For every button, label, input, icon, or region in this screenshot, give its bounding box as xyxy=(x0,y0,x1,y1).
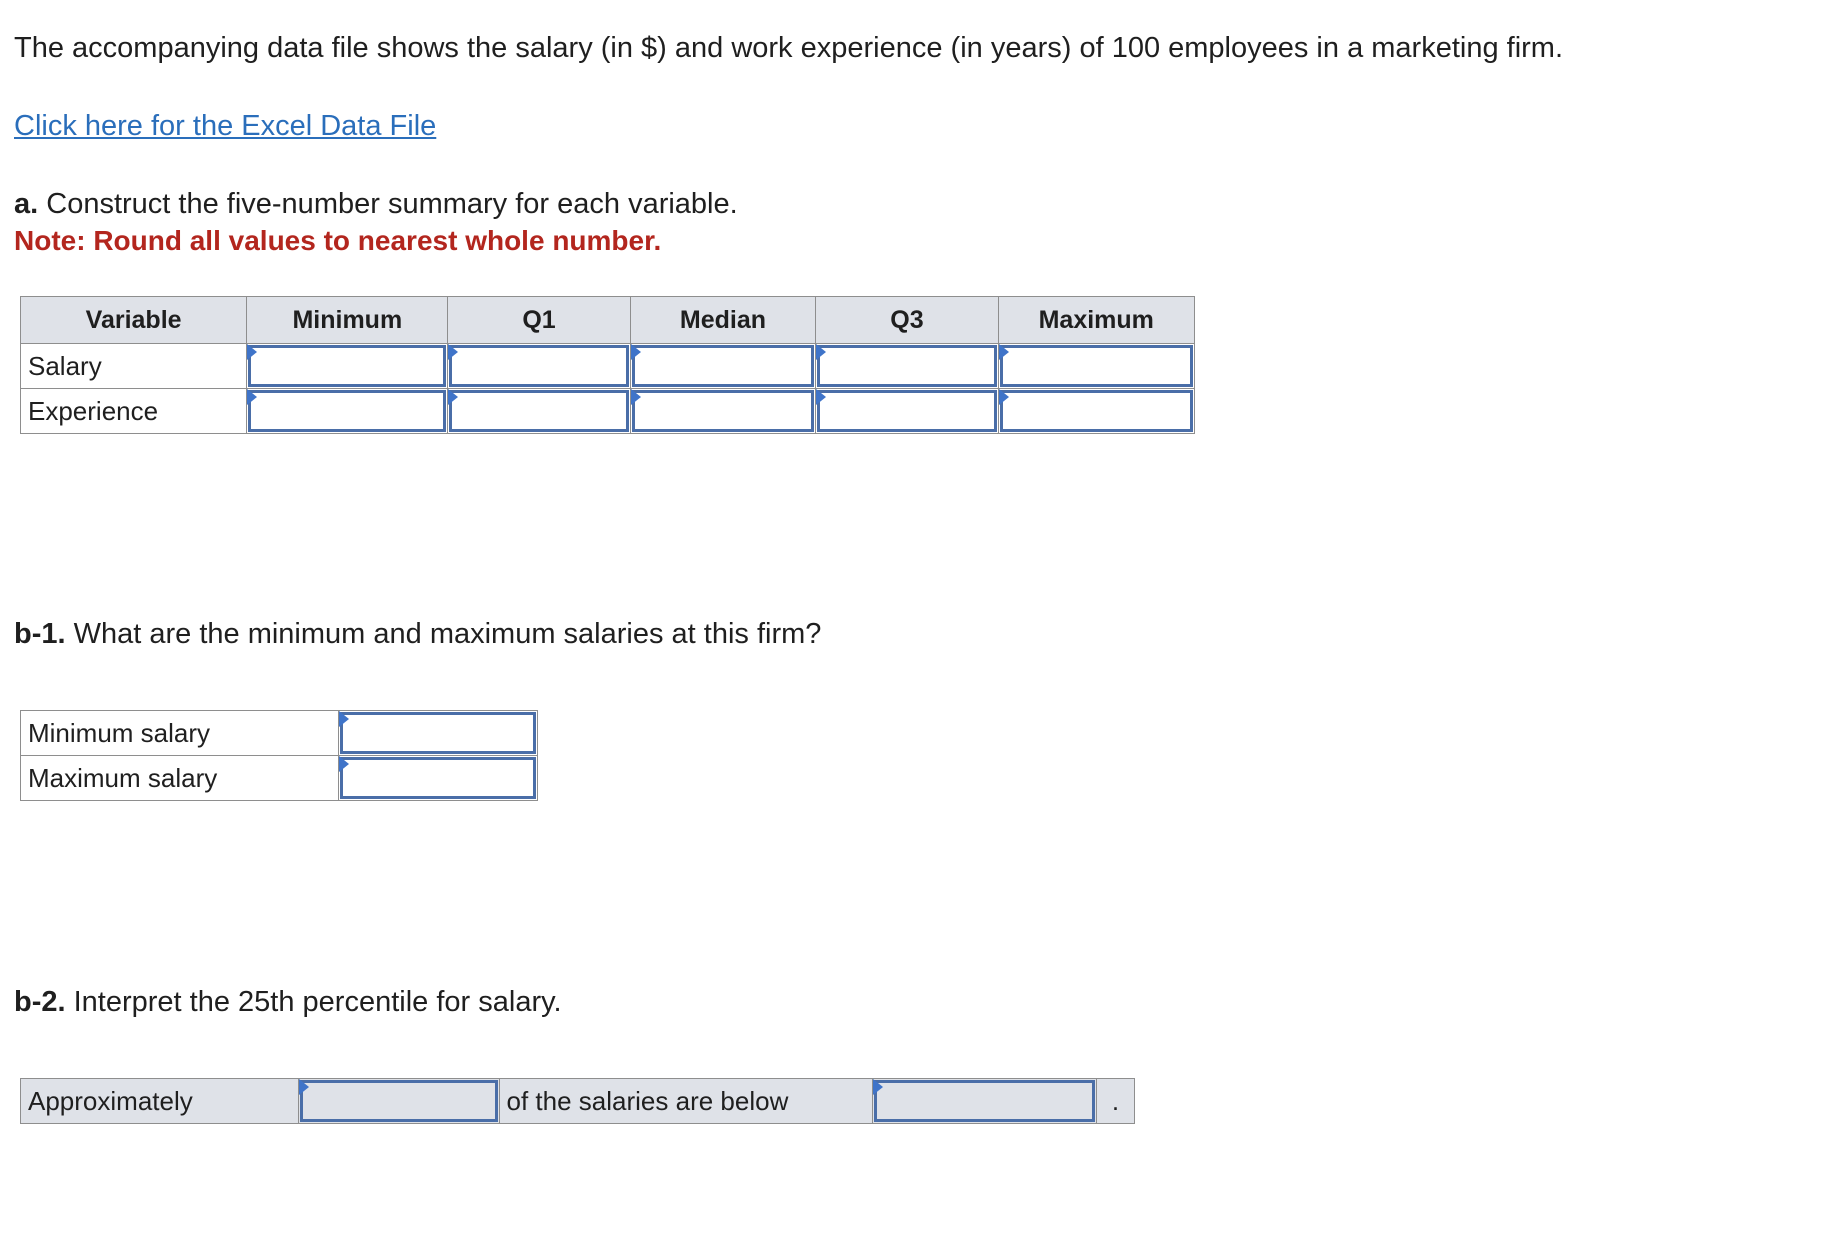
question-a-tag: a. xyxy=(14,188,39,220)
rounding-note: Note: Round all values to nearest whole number. xyxy=(14,225,662,256)
experience-q3-input[interactable] xyxy=(817,390,996,432)
five-number-summary-table xyxy=(20,296,1195,434)
input-marker-icon xyxy=(631,344,641,360)
salary-q3-input[interactable] xyxy=(817,345,996,387)
question-b1-text: What are the minimum and maximum salaries at this firm? xyxy=(65,618,822,650)
question-b2 xyxy=(14,986,562,1019)
percentile-interpretation-row xyxy=(20,1078,1135,1124)
question-a xyxy=(14,188,738,221)
question-b1-tag: b-1. xyxy=(14,618,66,650)
input-marker-icon xyxy=(299,1079,309,1095)
experience-q1-input[interactable] xyxy=(449,390,628,432)
input-marker-icon xyxy=(339,711,349,727)
row-label-maximum-salary: Maximum salary xyxy=(21,756,339,801)
table-row xyxy=(21,756,538,801)
experience-median-input[interactable] xyxy=(632,390,815,432)
column-header: Maximum xyxy=(998,297,1194,344)
experience-minimum-input[interactable] xyxy=(248,390,446,432)
salary-median-input[interactable] xyxy=(632,345,815,387)
table-header-row xyxy=(21,297,1195,344)
input-marker-icon xyxy=(999,344,1009,360)
table-row xyxy=(21,344,1195,389)
row-label-minimum-salary: Minimum salary xyxy=(21,711,339,756)
table-row xyxy=(21,711,538,756)
question-b2-tag: b-2. xyxy=(14,986,66,1018)
input-marker-icon xyxy=(247,389,257,405)
sentence-period: . xyxy=(1097,1079,1135,1124)
approximately-label: Approximately xyxy=(21,1079,299,1124)
column-header: Median xyxy=(630,297,816,344)
row-label-salary: Salary xyxy=(21,344,247,389)
table-row xyxy=(21,1079,1135,1124)
input-marker-icon xyxy=(247,344,257,360)
input-marker-icon xyxy=(873,1079,883,1095)
input-marker-icon xyxy=(999,389,1009,405)
salary-value-blank-input[interactable] xyxy=(874,1080,1095,1122)
input-marker-icon xyxy=(816,344,826,360)
table-row xyxy=(21,389,1195,434)
salary-minimum-input[interactable] xyxy=(248,345,446,387)
input-marker-icon xyxy=(448,389,458,405)
minimum-salary-input[interactable] xyxy=(340,712,536,754)
input-marker-icon xyxy=(816,389,826,405)
input-marker-icon xyxy=(631,389,641,405)
percentage-blank-input[interactable] xyxy=(300,1080,498,1122)
input-marker-icon xyxy=(448,344,458,360)
column-header: Minimum xyxy=(247,297,448,344)
problem-intro: The accompanying data file shows the salary (in $) and work experience (in years) of 100 employees in a marketing firm. xyxy=(14,32,1564,64)
salaries-below-label: of the salaries are below xyxy=(499,1079,873,1124)
question-b2-text: Interpret the 25th percentile for salary. xyxy=(65,986,562,1018)
row-label-experience: Experience xyxy=(21,389,247,434)
input-marker-icon xyxy=(339,756,349,772)
salary-q1-input[interactable] xyxy=(449,345,628,387)
salary-maximum-input[interactable] xyxy=(1000,345,1193,387)
maximum-salary-input[interactable] xyxy=(340,757,536,799)
experience-maximum-input[interactable] xyxy=(1000,390,1193,432)
excel-data-link[interactable]: Click here for the Excel Data File xyxy=(14,110,437,142)
column-header: Q3 xyxy=(816,297,998,344)
column-header: Variable xyxy=(21,297,247,344)
min-max-salary-table xyxy=(20,710,538,801)
question-b1 xyxy=(14,618,821,651)
question-a-text: Construct the five-number summary for each variable. xyxy=(38,188,738,220)
column-header: Q1 xyxy=(448,297,630,344)
